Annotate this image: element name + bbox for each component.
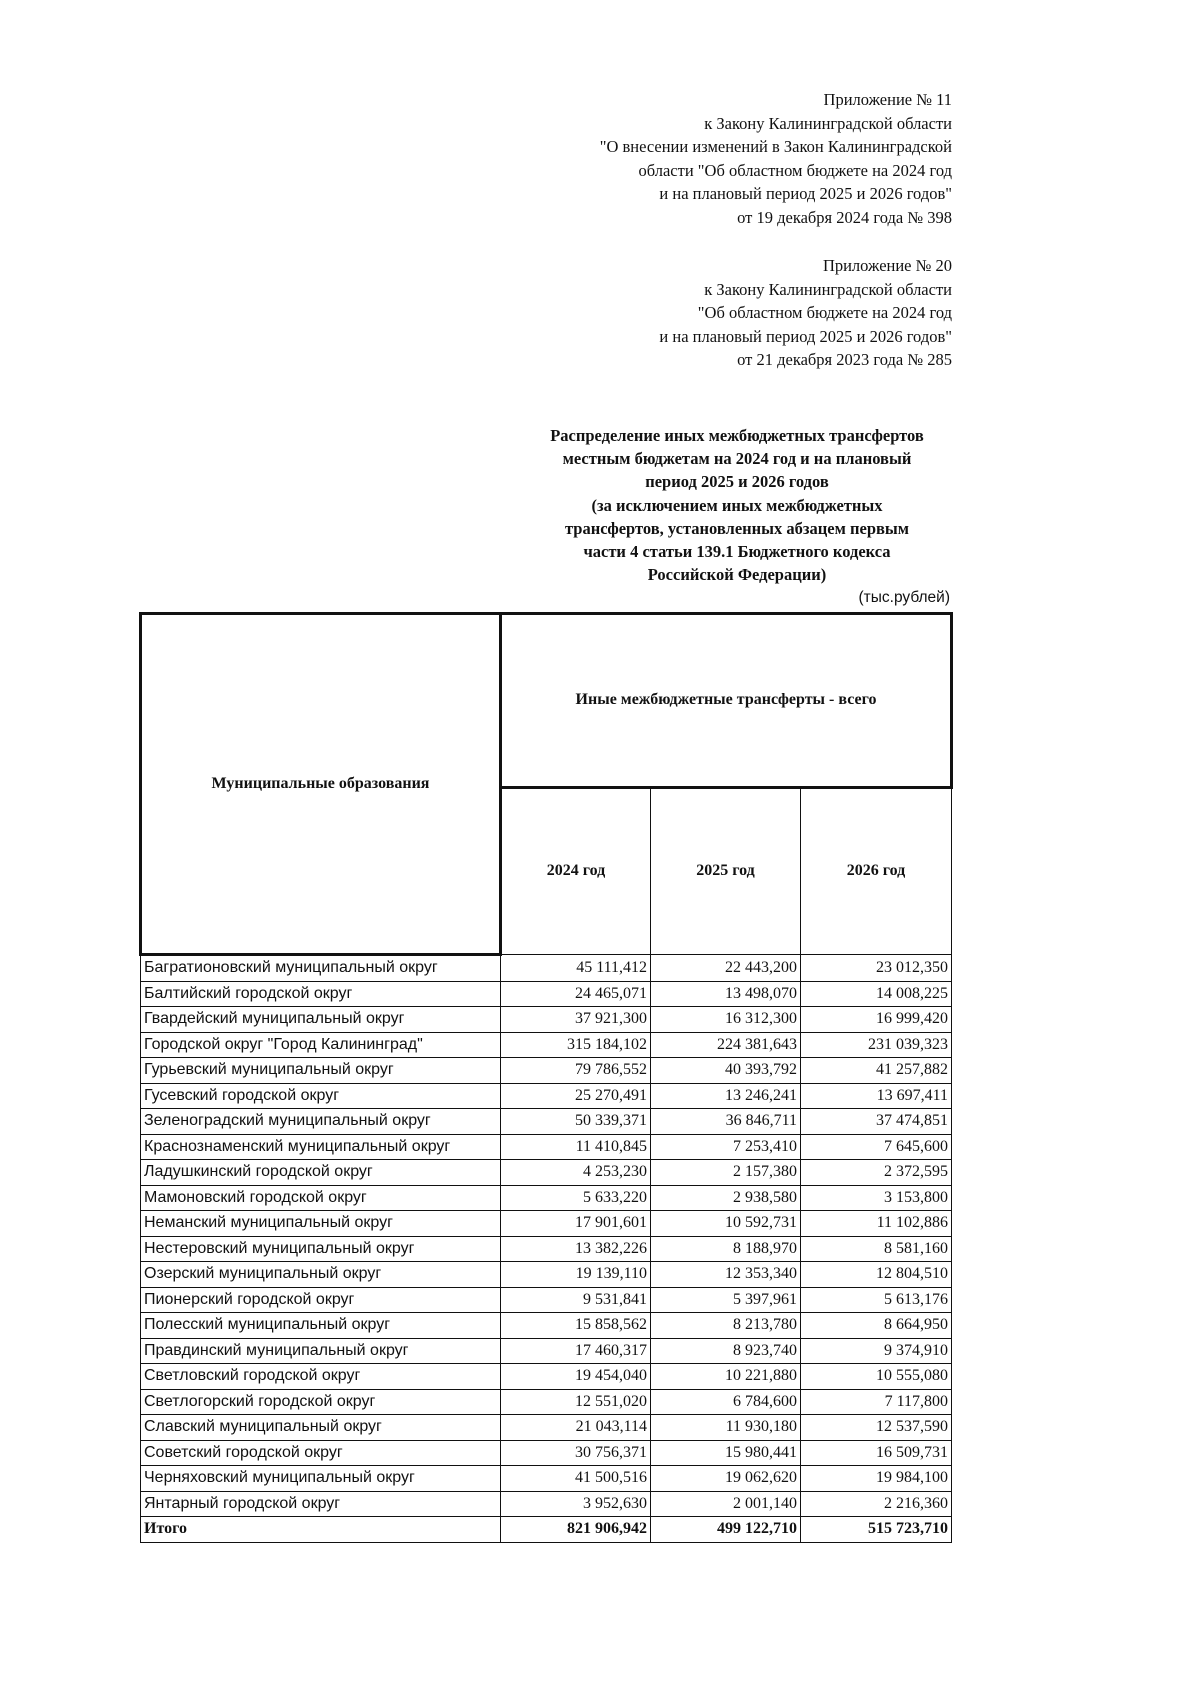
value-2026: 8 581,160 xyxy=(801,1236,952,1262)
value-2024: 11 410,845 xyxy=(501,1134,651,1160)
amendment-header xyxy=(600,88,952,229)
municipality-name: Янтарный городской округ xyxy=(141,1491,501,1517)
value-2024: 4 253,230 xyxy=(501,1160,651,1186)
municipality-name: Гусевский городской округ xyxy=(141,1083,501,1109)
value-2025: 13 498,070 xyxy=(651,981,801,1007)
value-2024: 13 382,226 xyxy=(501,1236,651,1262)
table-row xyxy=(141,1338,952,1364)
municipality-name: Городской округ "Город Калининград" xyxy=(141,1032,501,1058)
value-2025: 36 846,711 xyxy=(651,1109,801,1135)
value-2024: 315 184,102 xyxy=(501,1032,651,1058)
value-2024: 17 460,317 xyxy=(501,1338,651,1364)
header-line: "Об областном бюджете на 2024 год xyxy=(697,303,952,322)
value-2024: 41 500,516 xyxy=(501,1466,651,1492)
municipality-name: Багратионовский муниципальный округ xyxy=(141,955,501,982)
value-2026: 2 216,360 xyxy=(801,1491,952,1517)
table-row xyxy=(141,1313,952,1339)
municipality-name: Озерский муниципальный округ xyxy=(141,1262,501,1288)
table-row xyxy=(141,1466,952,1492)
value-2026: 12 537,590 xyxy=(801,1415,952,1441)
value-2026: 14 008,225 xyxy=(801,981,952,1007)
units-label: (тыс.рублей) xyxy=(858,589,950,606)
table-row xyxy=(141,1364,952,1390)
municipality-name: Зеленоградский муниципальный округ xyxy=(141,1109,501,1135)
municipality-name: Неманский муниципальный округ xyxy=(141,1211,501,1237)
value-2025: 8 188,970 xyxy=(651,1236,801,1262)
header-line: Приложение № 11 xyxy=(823,90,952,109)
title-line: Распределение иных межбюджетных трансфертов xyxy=(550,426,924,445)
value-2026: 12 804,510 xyxy=(801,1262,952,1288)
column-header-year: 2025 год xyxy=(651,787,801,954)
value-2026: 9 374,910 xyxy=(801,1338,952,1364)
value-2026: 10 555,080 xyxy=(801,1364,952,1390)
value-2024: 15 858,562 xyxy=(501,1313,651,1339)
table-row xyxy=(141,1491,952,1517)
value-2026: 16 999,420 xyxy=(801,1007,952,1033)
value-2024: 45 111,412 xyxy=(501,955,651,982)
table-row xyxy=(141,1415,952,1441)
municipality-name: Светлогорский городской округ xyxy=(141,1389,501,1415)
table-row xyxy=(141,1440,952,1466)
municipality-name: Мамоновский городской округ xyxy=(141,1185,501,1211)
value-2024: 3 952,630 xyxy=(501,1491,651,1517)
value-2026: 11 102,886 xyxy=(801,1211,952,1237)
header-line: области "Об областном бюджете на 2024 год xyxy=(638,160,952,180)
column-header-total: Иные межбюджетные трансферты - всего xyxy=(501,614,952,788)
value-2025: 10 592,731 xyxy=(651,1211,801,1237)
municipality-name: Черняховский муниципальный округ xyxy=(141,1466,501,1492)
value-2024: 5 633,220 xyxy=(501,1185,651,1211)
total-row xyxy=(141,1517,952,1543)
municipality-name: Светловский городской округ xyxy=(141,1364,501,1390)
value-2025: 40 393,792 xyxy=(651,1058,801,1084)
value-2025: 22 443,200 xyxy=(651,955,801,982)
value-2026: 3 153,800 xyxy=(801,1185,952,1211)
value-2024: 12 551,020 xyxy=(501,1389,651,1415)
table-row xyxy=(141,1236,952,1262)
table-row xyxy=(141,955,952,982)
value-2024: 30 756,371 xyxy=(501,1440,651,1466)
value-2025: 8 923,740 xyxy=(651,1338,801,1364)
header-line: и на плановый период 2025 и 2026 годов" xyxy=(659,326,952,346)
total-2024: 821 906,942 xyxy=(501,1517,651,1543)
table-row xyxy=(141,1058,952,1084)
table-row xyxy=(141,1134,952,1160)
value-2024: 19 139,110 xyxy=(501,1262,651,1288)
value-2026: 5 613,176 xyxy=(801,1287,952,1313)
municipality-name: Правдинский муниципальный округ xyxy=(141,1338,501,1364)
municipality-name: Нестеровский муниципальный округ xyxy=(141,1236,501,1262)
table-row xyxy=(141,1007,952,1033)
title-line: Российской Федерации) xyxy=(647,565,827,585)
value-2024: 50 339,371 xyxy=(501,1109,651,1135)
table-row xyxy=(141,1160,952,1186)
value-2025: 12 353,340 xyxy=(651,1262,801,1288)
header-line: от 19 декабря 2024 года № 398 xyxy=(737,207,952,227)
value-2026: 19 984,100 xyxy=(801,1466,952,1492)
value-2025: 16 312,300 xyxy=(651,1007,801,1033)
total-2026: 515 723,710 xyxy=(801,1517,952,1543)
table-row xyxy=(141,1262,952,1288)
header-line: к Закону Калининградской области xyxy=(704,113,952,133)
table-body xyxy=(141,955,952,1543)
column-header-municipality: Муниципальные образования xyxy=(141,614,501,955)
value-2024: 79 786,552 xyxy=(501,1058,651,1084)
value-2026: 231 039,323 xyxy=(801,1032,952,1058)
value-2024: 21 043,114 xyxy=(501,1415,651,1441)
value-2025: 13 246,241 xyxy=(651,1083,801,1109)
municipality-name: Пионерский городской округ xyxy=(141,1287,501,1313)
value-2026: 23 012,350 xyxy=(801,955,952,982)
table-row xyxy=(141,1032,952,1058)
header-line: Приложение № 20 xyxy=(822,256,952,275)
municipality-name: Гурьевский муниципальный округ xyxy=(141,1058,501,1084)
value-2024: 17 901,601 xyxy=(501,1211,651,1237)
municipality-name: Советский городской округ xyxy=(141,1440,501,1466)
table-row xyxy=(141,1389,952,1415)
header-line: и на плановый период 2025 и 2026 годов" xyxy=(659,184,952,203)
table-row xyxy=(141,1083,952,1109)
municipality-name: Славский муниципальный округ xyxy=(141,1415,501,1441)
municipality-name: Гвардейский муниципальный округ xyxy=(141,1007,501,1033)
title-line: части 4 статьи 139.1 Бюджетного кодекса xyxy=(583,542,891,562)
title-line: (за исключением иных межбюджетных xyxy=(591,495,883,515)
column-header-year: 2024 год xyxy=(501,787,651,954)
header-line: "О внесении изменений в Закон Калининградской xyxy=(599,137,952,156)
header-line: к Закону Калининградской области xyxy=(704,279,952,299)
municipality-name: Краснознаменский муниципальный округ xyxy=(141,1134,501,1160)
table-row xyxy=(141,981,952,1007)
value-2026: 2 372,595 xyxy=(801,1160,952,1186)
value-2025: 224 381,643 xyxy=(651,1032,801,1058)
total-label: Итого xyxy=(141,1517,501,1543)
value-2026: 7 645,600 xyxy=(801,1134,952,1160)
value-2026: 41 257,882 xyxy=(801,1058,952,1084)
value-2025: 6 784,600 xyxy=(651,1389,801,1415)
column-header-year: 2026 год xyxy=(801,787,952,954)
value-2025: 11 930,180 xyxy=(651,1415,801,1441)
value-2026: 7 117,800 xyxy=(801,1389,952,1415)
value-2025: 5 397,961 xyxy=(651,1287,801,1313)
value-2026: 37 474,851 xyxy=(801,1109,952,1135)
title-line: период 2025 и 2026 годов xyxy=(645,472,829,492)
value-2025: 8 213,780 xyxy=(651,1313,801,1339)
municipality-name: Полесский муниципальный округ xyxy=(141,1313,501,1339)
header-line: от 21 декабря 2023 года № 285 xyxy=(737,350,952,369)
value-2026: 8 664,950 xyxy=(801,1313,952,1339)
value-2026: 16 509,731 xyxy=(801,1440,952,1466)
title-line: местным бюджетам на 2024 год и на плановый xyxy=(562,449,912,469)
value-2025: 10 221,880 xyxy=(651,1364,801,1390)
original-header xyxy=(659,254,952,372)
table-row xyxy=(141,1211,952,1237)
title-line: трансфертов, установленных абзацем первым xyxy=(564,518,910,538)
value-2025: 19 062,620 xyxy=(651,1466,801,1492)
value-2024: 9 531,841 xyxy=(501,1287,651,1313)
value-2025: 7 253,410 xyxy=(651,1134,801,1160)
value-2025: 2 001,140 xyxy=(651,1491,801,1517)
transfers-table xyxy=(139,612,953,1543)
value-2024: 37 921,300 xyxy=(501,1007,651,1033)
value-2024: 25 270,491 xyxy=(501,1083,651,1109)
table-row xyxy=(141,1185,952,1211)
document-title xyxy=(508,424,966,586)
table-row xyxy=(141,1287,952,1313)
value-2025: 2 157,380 xyxy=(651,1160,801,1186)
value-2024: 19 454,040 xyxy=(501,1364,651,1390)
table-row xyxy=(141,1109,952,1135)
value-2024: 24 465,071 xyxy=(501,981,651,1007)
municipality-name: Балтийский городской округ xyxy=(141,981,501,1007)
value-2025: 15 980,441 xyxy=(651,1440,801,1466)
total-2025: 499 122,710 xyxy=(651,1517,801,1543)
municipality-name: Ладушкинский городской округ xyxy=(141,1160,501,1186)
value-2026: 13 697,411 xyxy=(801,1083,952,1109)
value-2025: 2 938,580 xyxy=(651,1185,801,1211)
